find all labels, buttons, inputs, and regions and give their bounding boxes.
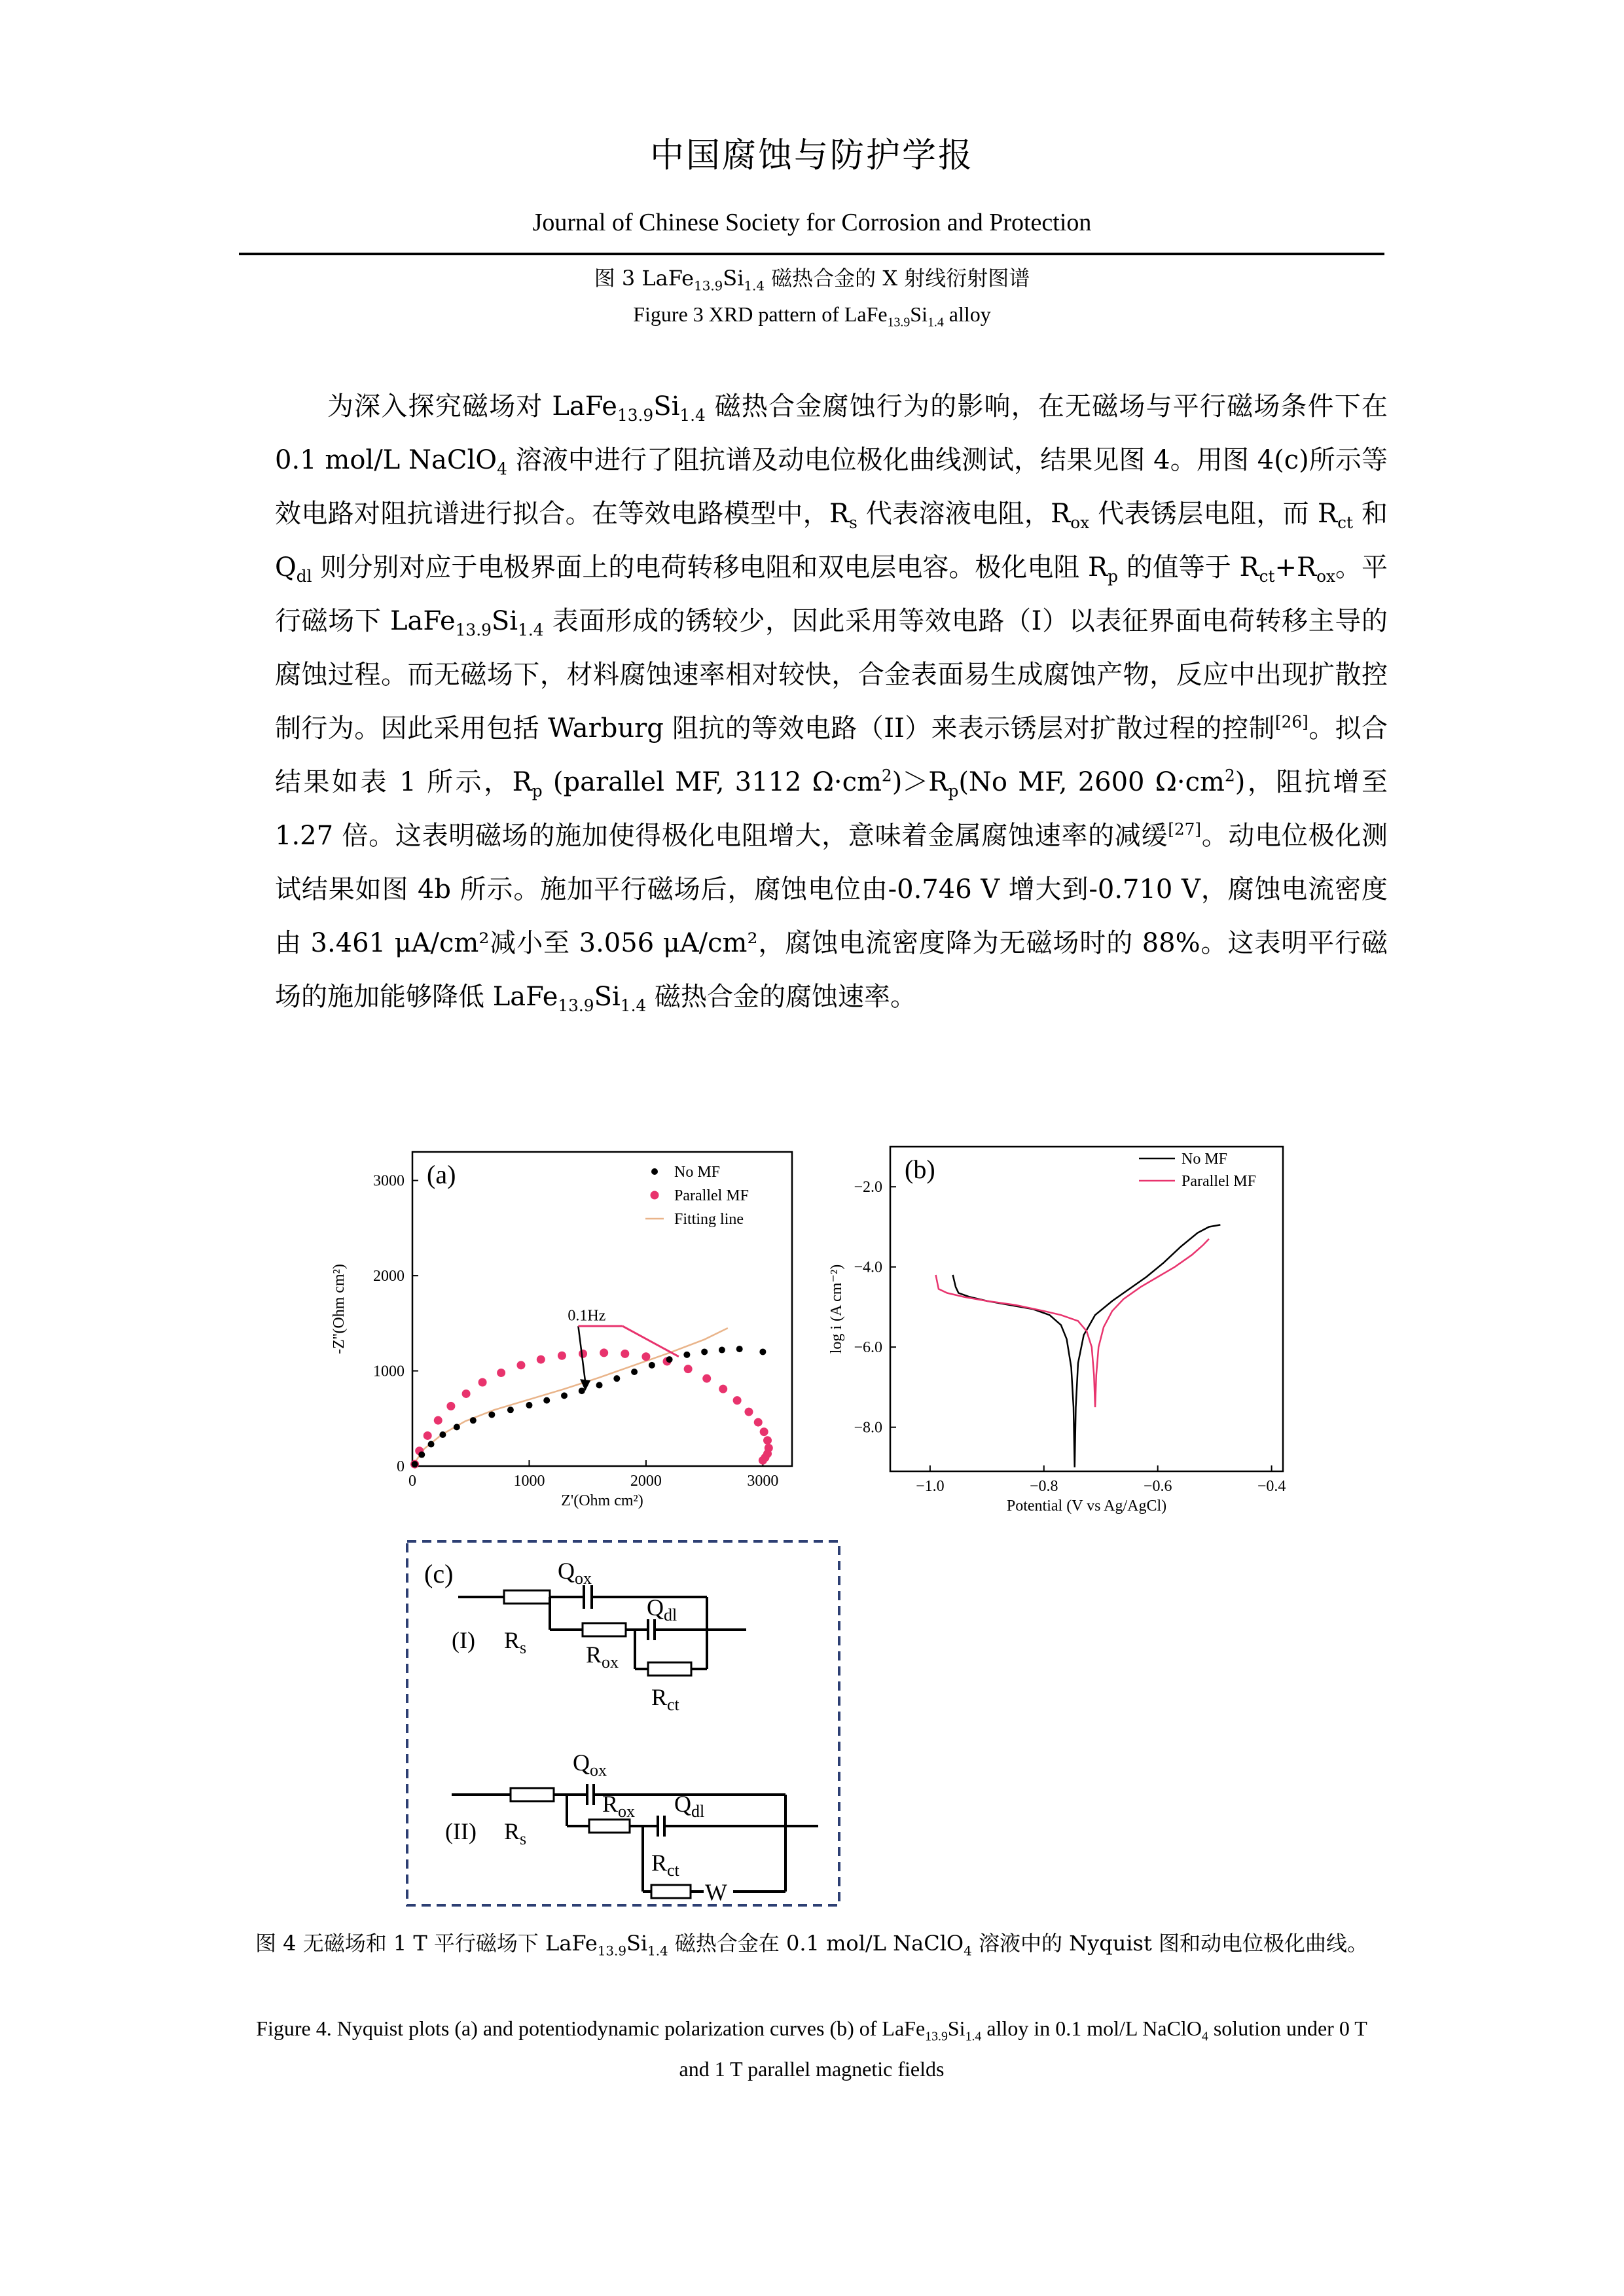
y-tick-label: −6.0 [854,1339,882,1357]
circuit-I-qox-label: $Q_{ox}$ [558,1558,592,1588]
figure4-caption-en: Figure 4. Nyquist plots (a) and potentiodynamic polarization curves (b) of $LaFe_{13.9}Si_{1.4}$ alloy in 0.1 mol/L NaClO$_4$ solution under 0 T and 1 T parallel magnetic fields [256,2017,1367,2081]
no-mf-point [613,1375,620,1382]
parallel-mf-point [434,1416,442,1425]
circuit-II-qox-label: $Q_{ox}$ [573,1749,607,1780]
nyquist-chart [321,1126,838,1518]
no-mf-point [561,1392,568,1399]
legend-no-mf-marker [651,1168,658,1175]
no-mf-point [701,1348,708,1355]
x-tick-label: 2000 [630,1473,662,1490]
parallel-mf-point [702,1374,711,1383]
legend-fitting-line-text: Fitting line [674,1211,744,1228]
x-tick-label: −0.6 [1143,1478,1172,1495]
no-mf-point [454,1424,460,1430]
circuit-I-rs-label: $R_s$ [504,1627,527,1657]
parallel-mf-point [516,1361,525,1369]
no-mf-point [507,1407,514,1413]
legend-parallel-mf-marker [651,1191,659,1200]
circuit-II-rct-label: $R_{ct}$ [651,1850,679,1880]
y-tick-label: 2000 [373,1268,405,1285]
circuit-I-qdl-label: $Q_{dl}$ [647,1594,677,1624]
parallel-mf-point [478,1378,487,1387]
circuit-I-rct-label: $R_{ct}$ [651,1684,679,1714]
parallel-mf-point [446,1402,455,1410]
legend-no-mf-text: No MF [674,1164,721,1181]
x-axis-label: Potential (V vs Ag/AgCl) [1006,1498,1167,1515]
x-tick-label: −0.4 [1257,1478,1286,1495]
annotation-label: 0.1Hz [568,1307,606,1325]
y-tick-label: −2.0 [854,1179,882,1196]
x-tick-label: 1000 [513,1473,545,1490]
fitting-line-series [412,1328,728,1466]
legend-parallel-mf-text: Parallel MF [1182,1173,1256,1190]
journal-title-en: Journal of Chinese Society for Corrosion and Protection [532,209,1092,236]
y-tick-label: −8.0 [854,1419,882,1437]
x-tick-label: 0 [408,1473,416,1490]
parallel-mf-point [497,1369,505,1377]
y-tick-label: −4.0 [854,1259,882,1276]
panel-label: (a) [427,1160,456,1189]
parallel-mf-point [763,1436,772,1444]
parallel-mf-point [759,1456,767,1465]
no-mf-point [596,1382,603,1388]
no-mf-point [631,1369,638,1375]
no-mf-point [526,1402,532,1408]
parallel-mf-point [600,1348,608,1357]
parallel-mf-point [641,1352,650,1361]
legend-no-mf-text: No MF [1182,1151,1228,1168]
y-tick-label: 0 [397,1458,405,1475]
parallel-mf-point [754,1418,763,1427]
y-axis-label: -Z''(Ohm cm²) [331,1264,348,1354]
no-mf-point [666,1356,673,1363]
circuit-I-tag: (I) [452,1627,475,1653]
y-axis-label: log i (A cm⁻²) [828,1264,845,1354]
circuit-II-rs-label: $R_s$ [504,1818,527,1848]
header-rule [239,253,1384,255]
annotation-pointer [623,1326,679,1357]
no-mf-point [439,1431,446,1438]
circuit-I-rox-label: $R_{ox}$ [586,1641,619,1672]
no-mf-point [418,1452,425,1458]
y-tick-label: 1000 [373,1363,405,1380]
circuit-II-rox-label: $R_{ox}$ [602,1791,636,1821]
polarization-chart [828,1119,1316,1515]
equivalent-circuit-diagram [399,1538,844,1911]
panel-label: (b) [905,1155,935,1184]
x-tick-label: 3000 [747,1473,779,1490]
circuit-II-tag: (II) [445,1818,477,1844]
no-mf-point [759,1348,766,1355]
no-mf-point [543,1397,550,1404]
figure3-caption-en: Figure 3 XRD pattern of $LaFe_{13.9}Si_{1.4}$ alloy [633,302,991,330]
circuit-II-warburg-label: W [705,1879,727,1905]
parallel-mf-point [744,1408,753,1416]
parallel-mf-point [424,1431,432,1440]
parallel-mf-point [558,1352,566,1360]
figure3-caption-cn: 图 3 $LaFe_{13.9}Si_{1.4}$ 磁热合金的 X 射线衍射图谱 [594,266,1030,294]
no-mf-point [579,1388,585,1394]
no-mf-point [470,1417,477,1424]
parallel-mf-point [719,1385,727,1393]
journal-title-cn: 中国腐蚀与防护学报 [649,136,974,175]
parallel-mf-point [462,1390,471,1398]
no-mf-point [683,1352,690,1358]
parallel-mf-point [684,1365,693,1373]
parallel-mf-point [733,1396,742,1405]
no-mf-curve [953,1225,1221,1467]
parallel-mf-point [537,1355,545,1364]
x-axis-label: Z'(Ohm cm²) [561,1492,643,1509]
x-tick-label: −1.0 [916,1478,945,1495]
y-tick-label: 3000 [373,1172,405,1190]
body-paragraph: 为深入探究磁场对 $LaFe_{13.9}Si_{1.4}$ 磁热合金腐蚀行为的影响，在无磁场与平行磁场条件下在 0.1 mol/L NaClO$_4$ 溶液中进行了阻抗谱及动电位极化曲线测试，结果见图 4。用图 4(c)所示等效电路对阻抗谱进行拟合。在等效电路模型中，$R_s$ 代表溶液电阻，$R_{ox}$ 代表锈层电阻，而 $R_{ct}$ 和 $Q_{dl}$ 则分别对应于电极界面上的电荷转移电阻和双电层电容。极化电阻 $R_p$ 的值等于 $R_{ct}+R_{ox}$。平行磁场下 $LaFe_{13.9}Si_{1.4}$ 表面形成的锈较少，因此采用等效电路（I）以表征界面电荷转移主导的腐蚀过程。而无磁场下，材料腐蚀速率相对较快，合金表面易生成腐蚀产物，反应中出现扩散控制行为。因此采用包括 Warburg 阻抗的等效电路（II）来表示锈层对扩散过程的控制[26]。拟合结果如表 1 所示，$R_p$ (parallel MF, 3112 $\Omega\cdot cm^2)>R_p(No$ MF, 2600 $\Omega\cdot cm^2$)，阻抗增至 1.27 倍。这表明磁场的施加使得极化电阻增大，意味着金属腐蚀速率的减缓[27]。动电位极化测试结果如图 4b 所示。施加平行磁场后，腐蚀电位由-0.746 V 增大到-0.710 V，腐蚀电流密度由 3.461 μA/cm²减小至 3.056 μA/cm²，腐蚀电流密度降为无磁场时的 88%。这表明平行磁场的施加能够降低 $LaFe_{13.9}Si_{1.4}$ 磁热合金的腐蚀速率。 [275,391,1388,1015]
no-mf-point [412,1461,418,1467]
panel-c-label: (c) [424,1559,454,1588]
parallel-mf-point [621,1350,629,1358]
x-tick-label: −0.8 [1030,1478,1058,1495]
legend-parallel-mf-text: Parallel MF [674,1187,749,1204]
plot-frame [890,1147,1283,1471]
circuit-II-qdl-label: $Q_{dl}$ [674,1791,705,1821]
no-mf-point [736,1346,743,1352]
no-mf-point [719,1347,725,1354]
figure4-caption-cn: 图 4 无磁场和 1 T 平行磁场下 $LaFe_{13.9}Si_{1.4}$ 磁热合金在 0.1 mol/L NaClO$_4$ 溶液中的 Nyquist 图和动电位极化曲线。 [255,1931,1369,1959]
no-mf-point [428,1441,435,1448]
no-mf-point [649,1362,655,1369]
no-mf-point [488,1411,495,1418]
parallel-mf-point [760,1427,768,1436]
